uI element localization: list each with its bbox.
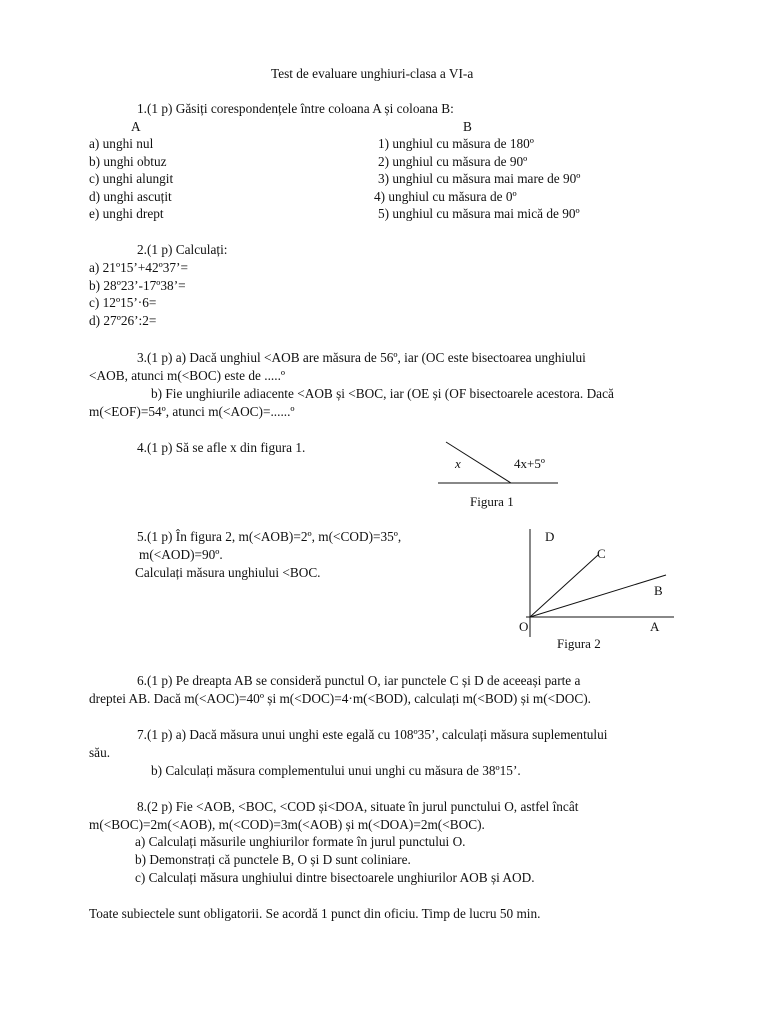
q6-line2: dreptei AB. Dacă m(<AOC)=40º și m(<DOC)=4·m(<BOD), calculați m(<BOD) și m(<DOC). — [89, 691, 591, 706]
q7-a-line1: 7.(1 p) a) Dacă măsura unui unghi este egală cu 108º35’, calculați măsura suplementului — [137, 727, 608, 742]
q2-item: a) 21º15’+42º37’= — [89, 260, 188, 275]
q1-col-a-header: A — [131, 119, 141, 134]
q3-a-line2: <AOB, atunci m(<BOC) este de .....º — [89, 368, 286, 383]
figure-1-label-x: x — [455, 456, 461, 471]
figure-2-label-o: O — [519, 619, 529, 634]
figure-2-ray-oc — [530, 555, 598, 617]
q7-a-line2: său. — [89, 745, 111, 760]
q3-a-line1: 3.(1 p) a) Dacă unghiul <AOB are măsura de 56º, iar (OC este bisectoarea unghiului — [137, 350, 586, 365]
q8-line1: 8.(2 p) Fie <AOB, <BOC, <COD și<DOA, situate în jurul punctului O, astfel încât — [137, 799, 579, 814]
q2-items — [89, 259, 188, 329]
figure-1 — [430, 436, 570, 516]
q1-col-a-item: b) unghi obtuz — [89, 153, 167, 169]
q8-c: c) Calculați măsura unghiului dintre bisectoarele unghiurilor AOB și AOD. — [135, 870, 535, 885]
q2-item: b) 28º23’-17º38’= — [89, 277, 186, 293]
q4-prompt: 4.(1 p) Să se afle x din figura 1. — [137, 440, 306, 455]
q1-col-a-item: c) unghi alungit — [89, 171, 174, 186]
page-title: Test de evaluare unghiuri-clasa a VI-a — [271, 66, 474, 81]
q1-col-b-item: 4) unghiul cu măsura de 0º — [374, 188, 517, 204]
figure-2-label-b: B — [654, 583, 663, 598]
footer-note: Toate subiectele sunt obligatorii. Se acordă 1 punct din oficiu. Timp de lucru 50 min. — [89, 906, 541, 921]
q1-col-a-item: d) unghi ascuțit — [89, 188, 172, 204]
q6-line1: 6.(1 p) Pe dreapta AB se consideră punctul O, iar punctele C și D de aceeași parte a — [137, 673, 581, 688]
figure-2-caption: Figura 2 — [557, 636, 601, 651]
q5-line3: Calculați măsura unghiului <BOC. — [135, 565, 321, 580]
q8-a: a) Calculați măsurile unghiurilor formate în jurul punctului O. — [135, 834, 466, 849]
q8-line2: m(<BOC)=2m(<AOB), m(<COD)=3m(<AOB) și m(<DOA)=2m(<BOC). — [89, 817, 485, 832]
q8-b: b) Demonstrați că punctele B, O și D sunt coliniare. — [135, 852, 411, 867]
figure-2 — [510, 525, 700, 655]
figure-2-ray-ob — [530, 575, 666, 617]
figure-1-caption: Figura 1 — [470, 494, 514, 509]
q1-col-b-item: 3) unghiul cu măsura mai mare de 90º — [378, 171, 581, 186]
q1-col-a-item: e) unghi drept — [89, 206, 164, 221]
q7-b-line: b) Calculați măsura complementului unui unghi cu măsura de 38º15’. — [151, 763, 521, 778]
q5-line2: m(<AOD)=90º. — [139, 547, 223, 562]
q2-item: d) 27º26’:2= — [89, 312, 157, 328]
q3-b-line1: b) Fie unghiurile adiacente <AOB și <BOC, iar (OE și (OF bisectoarele acestora. Dacă — [151, 386, 614, 401]
figure-2-label-c: C — [597, 546, 606, 561]
q3-b-line2: m(<EOF)=54º, atunci m(<AOC)=......º — [89, 404, 295, 419]
q2-prompt: 2.(1 p) Calculați: — [137, 242, 228, 257]
figure-1-label-expr: 4x+5º — [514, 456, 545, 471]
figure-2-label-a: A — [650, 619, 660, 634]
q1-col-b-item: 1) unghiul cu măsura de 180º — [378, 136, 534, 151]
q1-col-b-item: 5) unghiul cu măsura mai mică de 90º — [378, 206, 580, 221]
q2-item: c) 12º15’·6= — [89, 295, 157, 310]
q1-column-a — [89, 135, 173, 223]
q5-line1: 5.(1 p) În figura 2, m(<AOB)=2º, m(<COD)=35º, — [137, 529, 402, 544]
q1-col-b-item: 2) unghiul cu măsura de 90º — [378, 153, 528, 169]
q1-col-a-item: a) unghi nul — [89, 136, 154, 151]
figure-2-label-d: D — [545, 529, 555, 544]
q1-prompt: 1.(1 p) Găsiți corespondențele între coloana A și coloana B: — [137, 101, 454, 116]
q1-col-b-header: B — [463, 119, 472, 134]
